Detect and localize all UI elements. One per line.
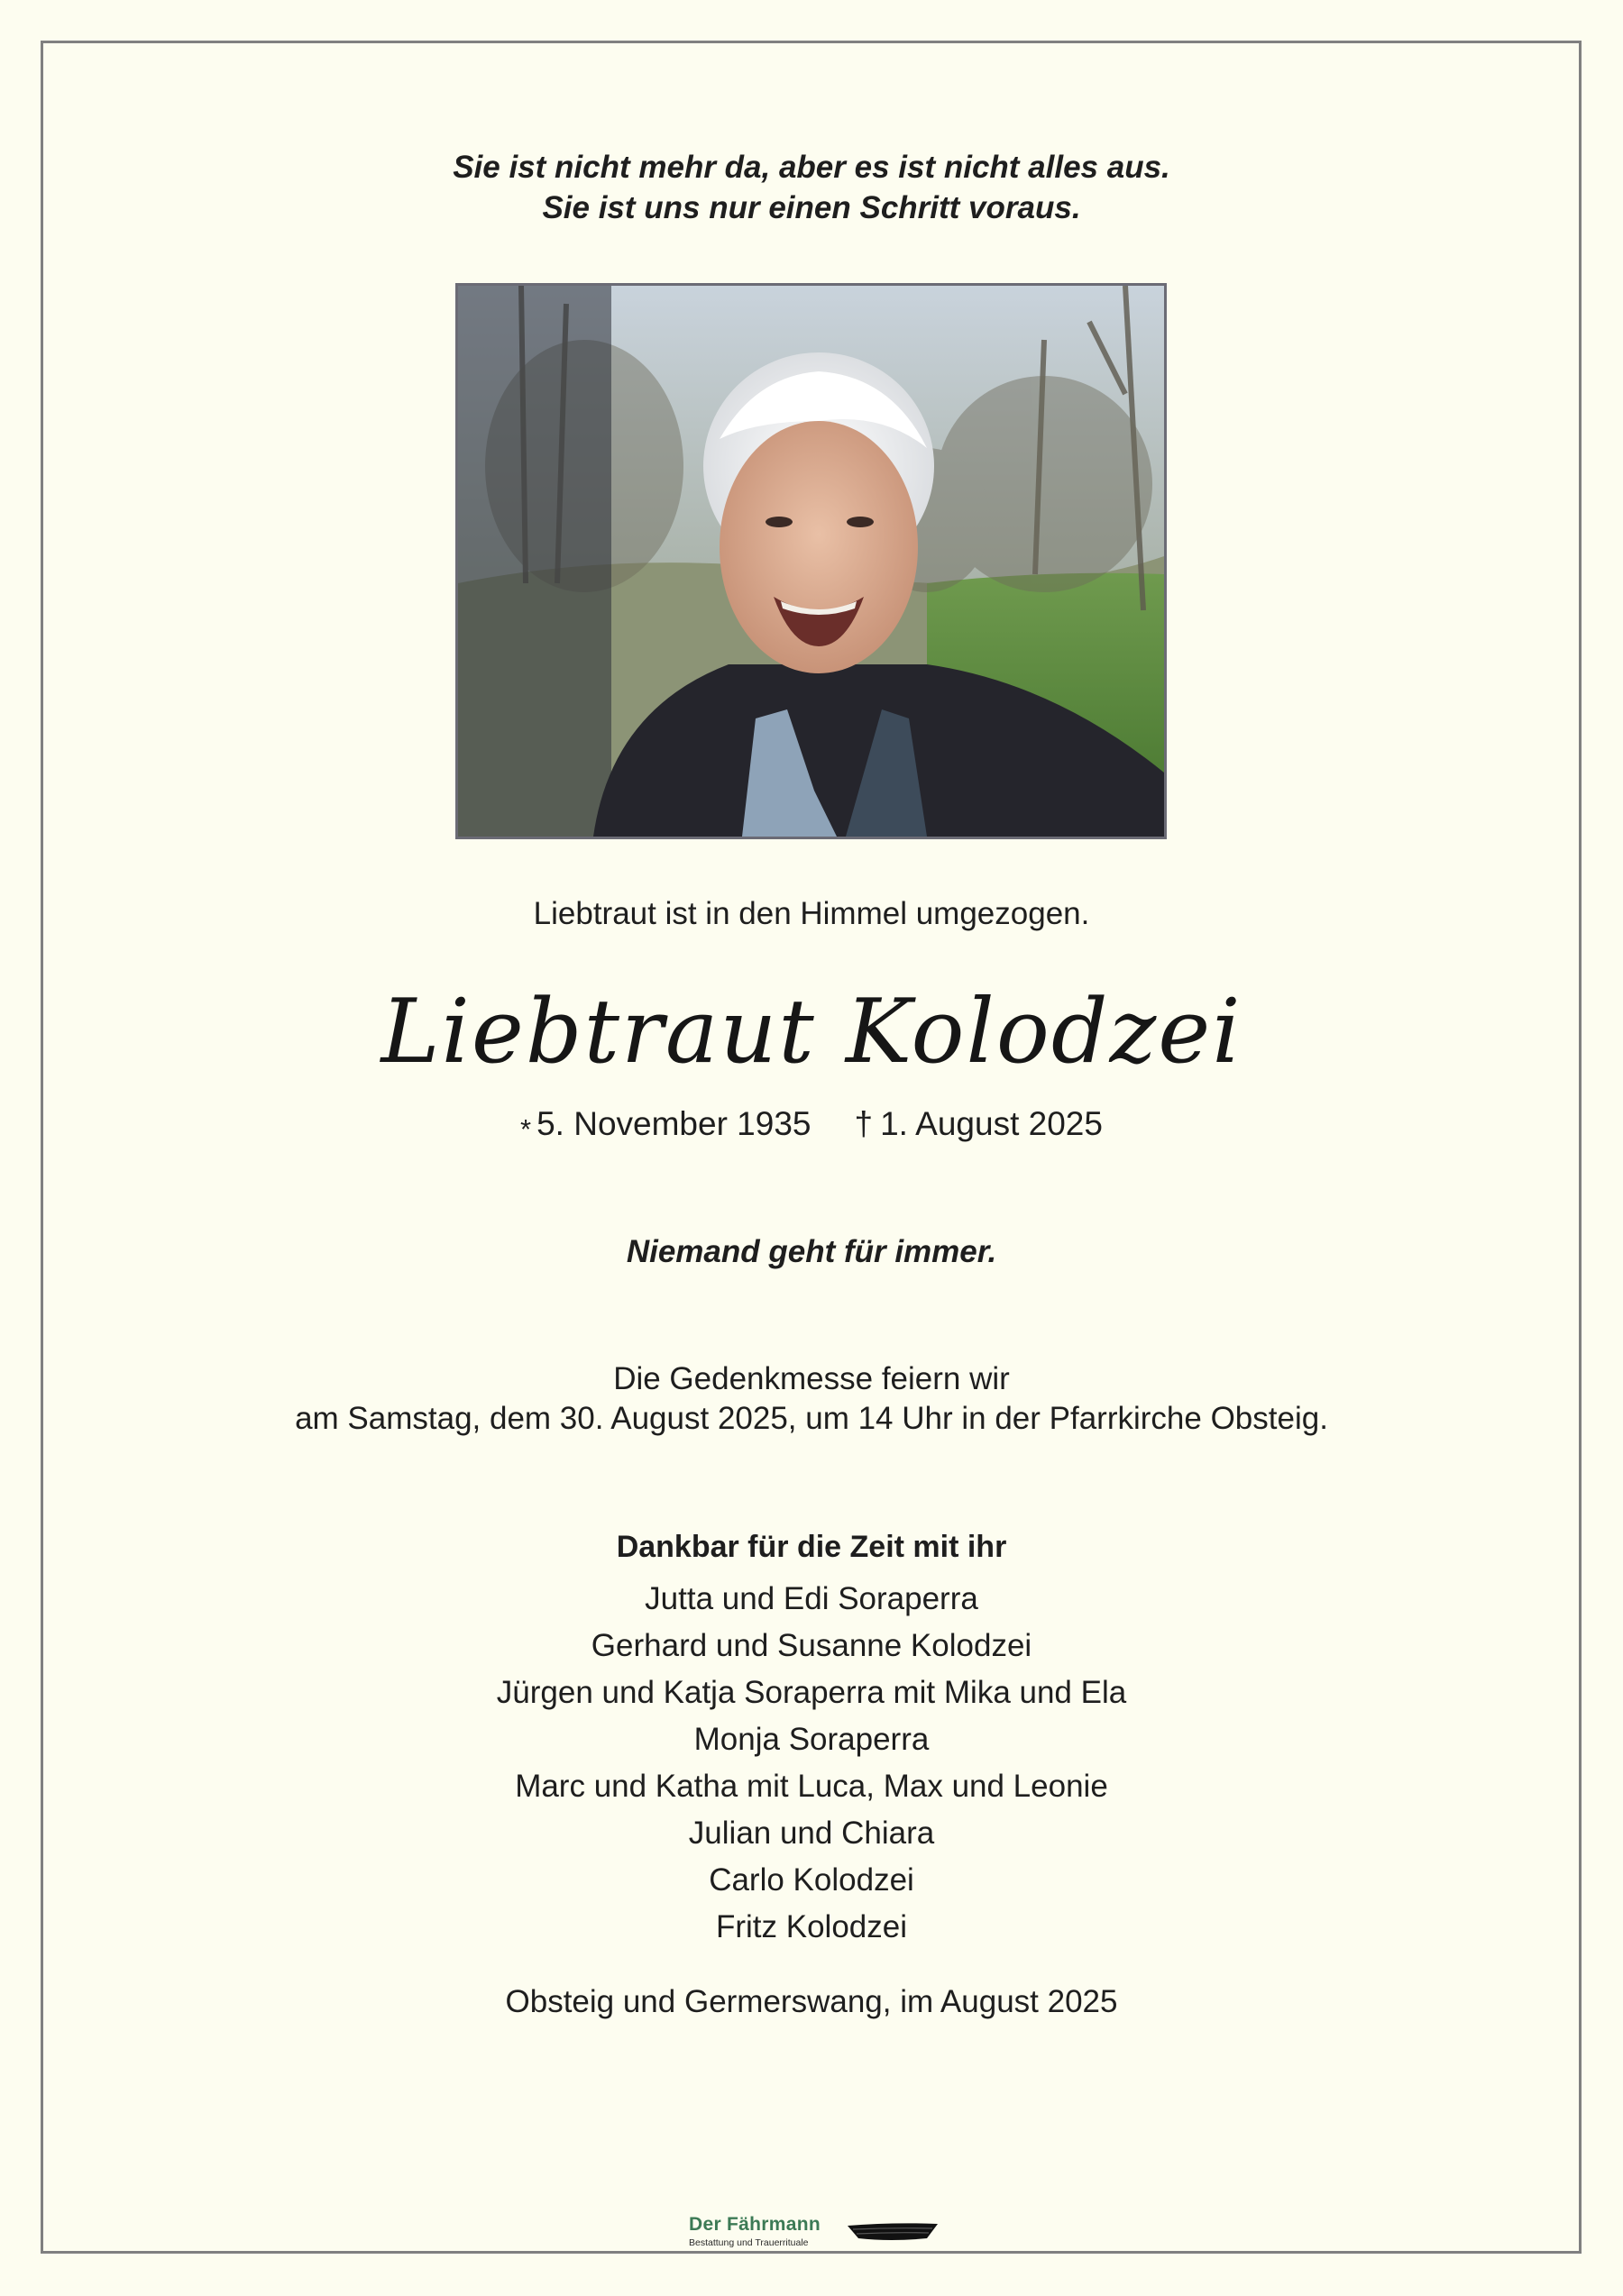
mourner-line: Carlo Kolodzei xyxy=(709,1862,914,1898)
funeral-home-logo xyxy=(687,2213,940,2249)
mass-line-2: am Samstag, dem 30. August 2025, um 14 Uhr in der Pfarrkirche Obsteig. xyxy=(295,1401,1328,1436)
thanks-heading: Dankbar für die Zeit mit ihr xyxy=(616,1530,1007,1564)
announcement: Liebtraut ist in den Himmel umgezogen. xyxy=(533,896,1090,931)
birth-star-symbol: * xyxy=(520,1113,532,1145)
mourners-list xyxy=(0,1576,1623,1951)
mourner-line: Marc und Katha mit Luca, Max und Leonie xyxy=(515,1769,1108,1804)
life-dates xyxy=(0,1102,1623,1148)
mass-line-1: Die Gedenkmesse feiern wir xyxy=(613,1361,1010,1396)
mourner-line: Fritz Kolodzei xyxy=(715,1909,908,1944)
mourner-line: Gerhard und Susanne Kolodzei xyxy=(591,1628,1032,1663)
portrait-photo xyxy=(455,283,1167,839)
boat-icon xyxy=(846,2220,940,2244)
mourner-line: Julian und Chiara xyxy=(688,1816,935,1851)
motto-line-1: Sie ist nicht mehr da, aber es ist nicht alles aus. xyxy=(453,150,1170,185)
quote: Niemand geht für immer. xyxy=(626,1234,997,1269)
mourner-line: Monja Soraperra xyxy=(693,1722,930,1757)
place-and-date: Obsteig und Germerswang, im August 2025 xyxy=(505,1984,1118,2019)
mourner-line: Jürgen und Katja Soraperra mit Mika und Ela xyxy=(496,1675,1127,1710)
motto xyxy=(0,147,1623,228)
death-cross-symbol: † xyxy=(854,1105,874,1142)
deceased-name: Liebtraut Kolodzei xyxy=(381,981,1242,1084)
death-date: 1. August 2025 xyxy=(880,1105,1103,1142)
logo-tagline: Bestattung und Trauerrituale xyxy=(689,2237,809,2248)
logo-brand-name: Der Fährmann xyxy=(689,2214,821,2235)
mourner-line: Jutta und Edi Soraperra xyxy=(645,1581,978,1616)
motto-line-2: Sie ist uns nur einen Schritt voraus. xyxy=(542,190,1081,225)
birth-date: 5. November 1935 xyxy=(536,1105,812,1142)
memorial-mass-notice xyxy=(0,1359,1623,1439)
